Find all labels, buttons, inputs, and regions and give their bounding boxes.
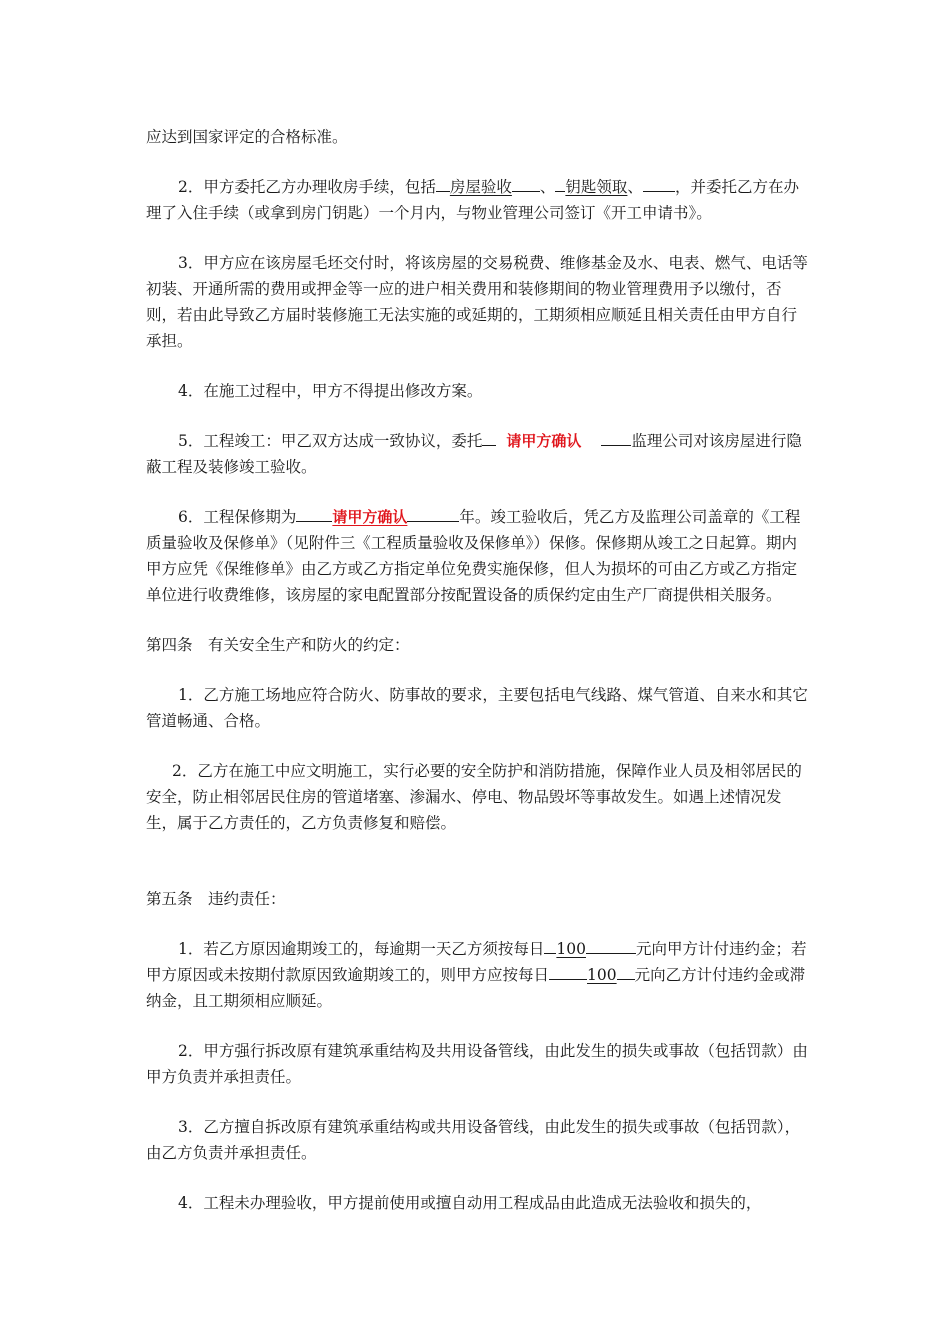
contract-body [146, 124, 808, 1216]
blank-field [643, 191, 675, 192]
field-key-collection: 钥匙领取 [565, 178, 628, 196]
clause-5-2: 2．甲方强行拆改原有建筑承重结构及共用设备管线，由此发生的损失或事故（包括罚款）由甲方负责并承担责任。 [146, 1042, 808, 1086]
clause-3-3: 3．甲方应在该房屋毛坯交付时，将该房屋的交易税费、维修基金及水、电表、燃气、电话等初装、开通所需的费用或押金等一应的进户相关费用和装修期间的物业管理费用予以缴付，否则，若由此导致乙方届时装修施工无法实施的或延期的，工期须相应顺延且相关责任由甲方自行承担。 [146, 254, 808, 350]
clause-4-1: 1．乙方施工场地应符合防火、防事故的要求，主要包括电气线路、煤气管道、自来水和其它管道畅通、合格。 [146, 686, 808, 730]
clause-3-2: 2．甲方委托乙方办理收房手续，包括 房屋验收 、 钥匙领取、 ，并委托乙方在办理了入住手续（或拿到房门钥匙）一个月内，与物业管理公司签订《开工申请书》。 [146, 178, 799, 222]
clause-5-4: 4．工程未办理验收，甲方提前使用或擅自动用工程成品由此造成无法验收和损失的， [178, 1194, 762, 1212]
confirm-placeholder-warranty: 请甲方确认 [332, 508, 408, 526]
field-house-inspection: 房屋验收 [449, 178, 512, 196]
clause-5-1: 1．若乙方原因逾期竣工的，每逾期一天乙方须按每日 100 元向甲方计付违约金；若甲方原因或未按期付款原因致逾期竣工的，则甲方应按每日 100 元向乙方计付违约金或滞纳金，且工期须相应顺延。 [146, 940, 807, 1010]
penalty-amount-a: 100 [587, 966, 617, 984]
clause-3-2-text-a: 2．甲方委托乙方办理收房手续，包括 [178, 178, 436, 196]
clause-3-5: 5．工程竣工：甲乙双方达成一致协议，委托 请甲方确认 监理公司对该房屋进行隐蔽工程及装修竣工验收。 [146, 432, 802, 476]
article-4-heading: 第四条 有关安全生产和防火的约定： [146, 636, 410, 654]
clause-4-2: 2．乙方在施工中应文明施工，实行必要的安全防护和消防措施，保障作业人员及相邻居民的安全，防止相邻居民住房的管道堵塞、渗漏水、停电、物品毁坏等事故发生。如遇上述情况发生，属于乙方责任的，乙方负责修复和赔偿。 [146, 762, 802, 832]
clause-3-4: 4．在施工过程中，甲方不得提出修改方案。 [178, 382, 483, 400]
clause-3-2-text-b: ，并委托乙方在办理了入住手续（或拿到房门钥匙）一个月内，与物业管理公司签订《开工申请书》。 [146, 178, 799, 222]
clause-3-6: 6．工程保修期为 请甲方确认 年。竣工验收后，凭乙方及监理公司盖章的《工程质量验收及保修单》（见附件三《工程质量验收及保修单》）保修。保修期从竣工之日起算。期内甲方应凭《保维修单》由乙方或乙方指定单位免费实施保修，但人为损坏的可由乙方或乙方指定单位进行收费维修，该房屋的家电配置部分按配置设备的质保约定由生产厂商提供相关服务。 [146, 508, 801, 604]
penalty-amount-b: 100 [556, 940, 586, 958]
paragraph-qualified-standard: 应达到国家评定的合格标准。 [146, 128, 348, 146]
clause-5-3: 3．乙方擅自拆改原有建筑承重结构或共用设备管线，由此发生的损失或事故（包括罚款），由乙方负责并承担责任。 [146, 1118, 801, 1162]
article-5-heading: 第五条 违约责任： [146, 890, 286, 908]
confirm-placeholder-supervisor: 请甲方确认 [506, 432, 582, 450]
